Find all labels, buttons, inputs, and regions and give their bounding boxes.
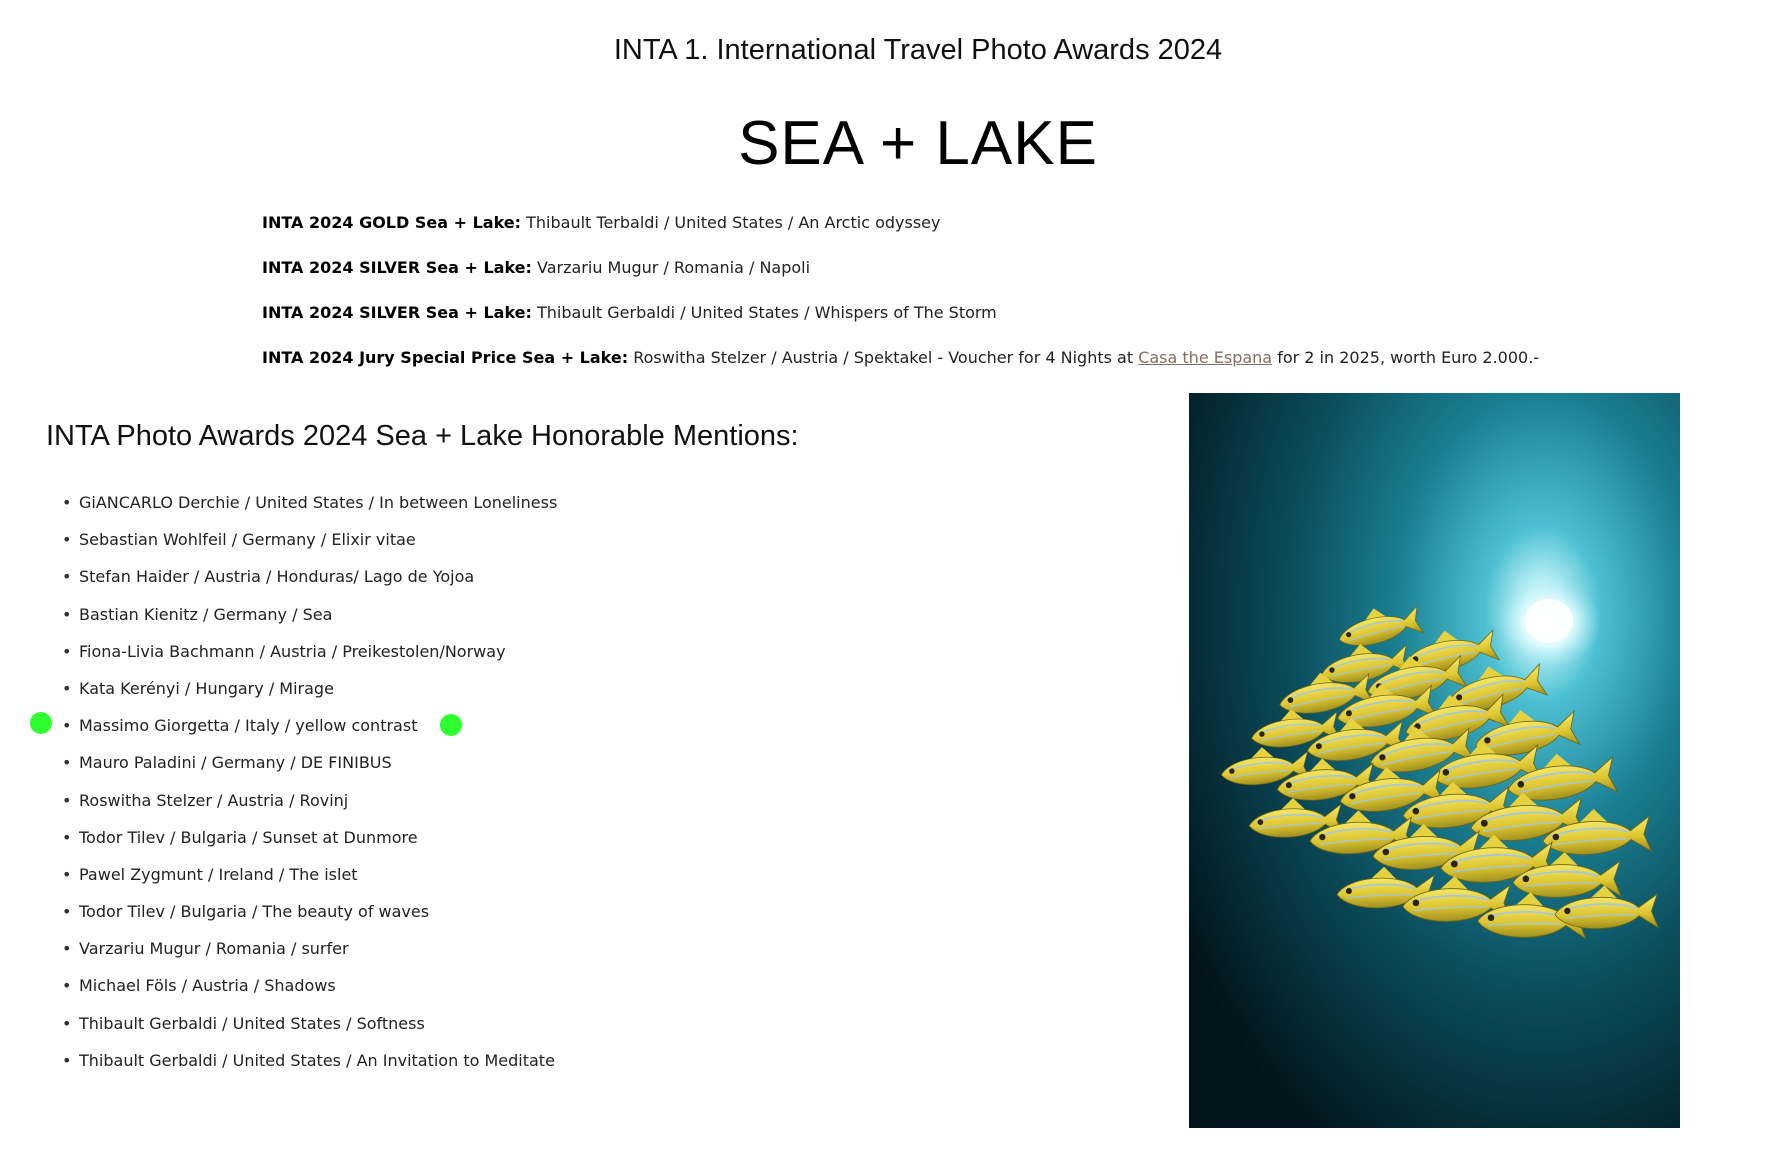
bullet-icon: •: [62, 678, 72, 698]
winner-text: Roswitha Stelzer / Austria / Spektakel - Voucher for 4 Nights at: [628, 348, 1139, 367]
honorable-mention-text: Roswitha Stelzer / Austria / Rovinj: [79, 790, 349, 810]
fish-school-image: [1189, 393, 1680, 1128]
winner-text-after: for 2 in 2025, worth Euro 2.000.-: [1272, 348, 1540, 367]
winner-label: INTA 2024 SILVER Sea + Lake:: [262, 258, 532, 277]
honorable-mention-text: Varzariu Mugur / Romania / surfer: [79, 939, 349, 959]
bullet-icon: •: [62, 1050, 72, 1070]
winner-text: Thibault Terbaldi / United States / An Arctic odyssey: [521, 213, 941, 232]
winner-silver-2: [262, 302, 1662, 347]
honorable-mention-text: Mauro Paladini / Germany / DE FINIBUS: [79, 753, 392, 773]
honorable-mention-item: [62, 827, 557, 864]
winner-label: INTA 2024 SILVER Sea + Lake:: [262, 303, 532, 322]
honorable-mention-text: Sebastian Wohlfeil / Germany / Elixir vitae: [79, 530, 416, 550]
bullet-icon: •: [62, 567, 72, 587]
bullet-icon: •: [62, 864, 72, 884]
honorable-mention-item: [62, 492, 557, 529]
honorable-mention-item: [62, 604, 557, 641]
honorable-mention-text: Fiona-Livia Bachmann / Austria / Preikestolen/Norway: [79, 641, 506, 661]
honorable-mention-text: Todor Tilev / Bulgaria / Sunset at Dunmore: [79, 827, 418, 847]
honorable-mention-item: [62, 715, 557, 752]
bullet-icon: •: [62, 530, 72, 550]
honorable-mentions-heading: INTA Photo Awards 2024 Sea + Lake Honorable Mentions:: [46, 420, 799, 452]
honorable-mention-text: Stefan Haider / Austria / Honduras/ Lago de Yojoa: [79, 567, 475, 587]
bullet-icon: •: [62, 790, 72, 810]
bullet-icon: •: [62, 641, 72, 661]
winner-text: Thibault Gerbaldi / United States / Whispers of The Storm: [531, 303, 997, 322]
honorable-mention-text: Thibault Gerbaldi / United States / Softness: [79, 1013, 425, 1033]
honorable-mention-text: Thibault Gerbaldi / United States / An Invitation to Meditate: [79, 1050, 555, 1070]
bullet-icon: •: [62, 976, 72, 996]
honorable-mention-text: GiANCARLO Derchie / United States / In between Loneliness: [79, 493, 558, 512]
bullet-icon: •: [62, 753, 72, 773]
honorable-mention-item: [62, 678, 557, 715]
highlight-marker-left: [30, 712, 52, 734]
winner-silver-1: [262, 257, 1662, 302]
honorable-mention-text: Michael Föls / Austria / Shadows: [79, 976, 336, 996]
bullet-icon: •: [62, 604, 72, 624]
honorable-mention-item: [62, 752, 557, 789]
honorable-mention-item: [62, 975, 557, 1012]
honorable-mention-text: Massimo Giorgetta / Italy / yellow contrast: [79, 716, 418, 736]
honorable-mention-item: [62, 566, 557, 603]
bullet-icon: •: [62, 902, 72, 922]
bullet-icon: •: [62, 716, 72, 736]
winner-jury-special: [262, 347, 1662, 392]
winner-label: INTA 2024 GOLD Sea + Lake:: [262, 213, 522, 232]
honorable-mention-item: [62, 529, 557, 566]
bullet-icon: •: [62, 1013, 72, 1033]
casa-espana-link[interactable]: Casa the Espana: [1138, 348, 1273, 367]
winner-gold: [262, 212, 1662, 257]
honorable-mention-item: [62, 790, 557, 827]
category-title: SEA + LAKE: [738, 109, 1098, 178]
honorable-mention-text: Bastian Kienitz / Germany / Sea: [79, 604, 333, 624]
winner-label: INTA 2024 Jury Special Price Sea + Lake:: [262, 348, 629, 367]
honorable-mention-item: [62, 938, 557, 975]
sun-center: [1525, 599, 1573, 643]
honorable-mention-text: Todor Tilev / Bulgaria / The beauty of waves: [79, 902, 430, 922]
site-title: INTA 1. International Travel Photo Awards 2024: [613, 34, 1223, 66]
bullet-icon: •: [62, 493, 72, 512]
honorable-mention-item: [62, 1050, 557, 1087]
honorable-mention-item: [62, 1013, 557, 1050]
fish-school-photo: [1189, 393, 1680, 1128]
bullet-icon: •: [62, 827, 72, 847]
honorable-mention-text: Pawel Zygmunt / Ireland / The islet: [79, 864, 358, 884]
honorable-mentions-list: [62, 492, 557, 1087]
winner-text: Varzariu Mugur / Romania / Napoli: [531, 258, 811, 277]
winners-list: [262, 212, 1662, 392]
bullet-icon: •: [62, 939, 72, 959]
honorable-mention-text: Kata Kerényi / Hungary / Mirage: [79, 678, 334, 698]
honorable-mention-item: [62, 864, 557, 901]
honorable-mention-item: [62, 641, 557, 678]
highlight-marker-right: [440, 714, 462, 736]
honorable-mention-item: [62, 901, 557, 938]
